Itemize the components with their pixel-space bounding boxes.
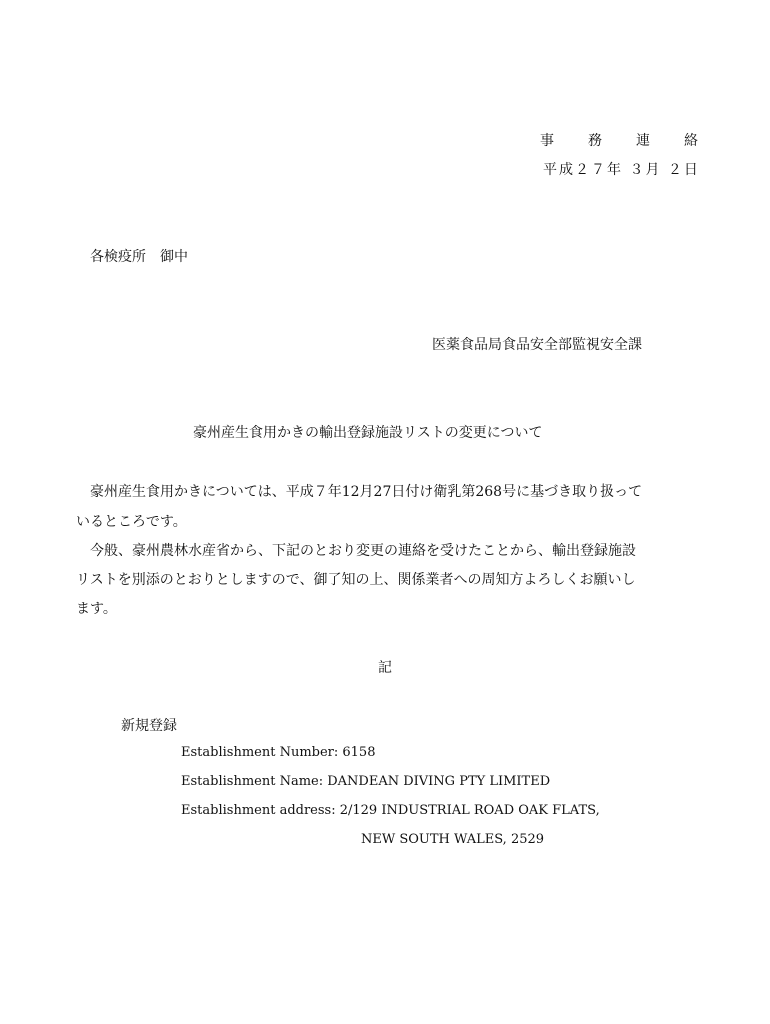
new-registration-heading: 新規登録 (121, 718, 177, 734)
establishment-number: Establishment Number: 6158 (181, 745, 376, 760)
subject-title: 豪州産生食用かきの輸出登録施設リストの変更について (193, 425, 543, 441)
paragraph-2-line-2: リストを別添のとおりとしますので、御了知の上、関係業者への周知方よろしくお願いし (76, 572, 636, 588)
establishment-address-line-1: Establishment address: 2/129 INDUSTRIAL ROAD OAK FLATS, (181, 803, 600, 818)
establishment-name: Establishment Name: DANDEAN DIVING PTY LIMITED (181, 774, 551, 789)
paragraph-2-line-3: ます。 (76, 601, 117, 617)
document-date: 平成２７年 ３月 ２日 (543, 162, 700, 178)
establishment-address-line-2: NEW SOUTH WALES, 2529 (361, 832, 545, 847)
addressee: 各検疫所 御中 (90, 249, 188, 265)
paragraph-1-line-1: 豪州産生食用かきについては、平成７年12月27日付け衛乳第268号に基づき取り扱って (90, 484, 643, 500)
paragraph-1-line-2: いるところです。 (76, 514, 187, 530)
ki-heading: 記 (378, 660, 392, 676)
sender-department: 医薬食品局食品安全部監視安全課 (432, 337, 642, 353)
document-type: 事務連絡 (540, 133, 732, 149)
paragraph-2-line-1: 今般、豪州農林水産省から、下記のとおり変更の連絡を受けたことから、輸出登録施設 (90, 543, 636, 559)
